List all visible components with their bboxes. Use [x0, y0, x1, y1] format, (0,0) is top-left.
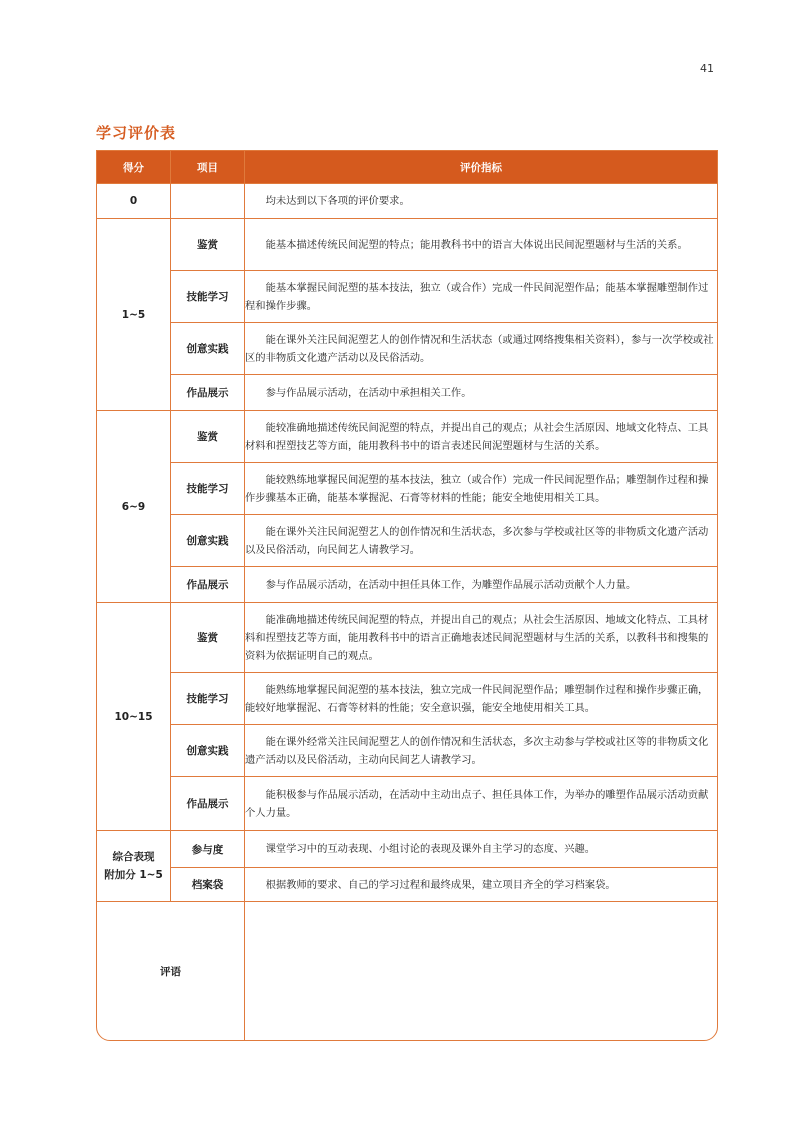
- header-item: 项目: [171, 151, 245, 184]
- table-row: [97, 902, 717, 1040]
- item-cell: 创意实践: [171, 725, 245, 777]
- item-cell: 技能学习: [171, 463, 245, 515]
- item-cell: 作品展示: [171, 777, 245, 831]
- header-criteria: 评价指标: [245, 151, 717, 184]
- table-row: [97, 219, 717, 271]
- criteria-cell: 能准确地描述传统民间泥塑的特点，并提出自己的观点；从社会生活原因、地域文化特点、工具材料和捏塑技艺等方面，能用教科书中的语言正确地表述民间泥塑题材与生活的关系，以教科书和搜集的资料为依据证明自己的观点。: [245, 603, 717, 673]
- table-row: [97, 868, 717, 902]
- table-row: [97, 411, 717, 463]
- criteria-cell: 能积极参与作品展示活动，在活动中主动出点子、担任具体工作，为举办的雕塑作品展示活动贡献个人力量。: [245, 777, 717, 831]
- score-cell: 综合表现 附加分 1~5: [97, 831, 171, 902]
- criteria-cell: 参与作品展示活动，在活动中承担相关工作。: [245, 375, 717, 411]
- table-row: [97, 375, 717, 411]
- criteria-cell: 能基本掌握民间泥塑的基本技法，独立（或合作）完成一件民间泥塑作品；能基本掌握雕塑制作过程和操作步骤。: [245, 271, 717, 323]
- criteria-cell: 能在课外关注民间泥塑艺人的创作情况和生活状态（或通过网络搜集相关资料），参与一次学校或社区的非物质文化遗产活动以及民俗活动。: [245, 323, 717, 375]
- score-cell: 0: [97, 184, 171, 219]
- criteria-cell: 课堂学习中的互动表现、小组讨论的表现及课外自主学习的态度、兴趣。: [245, 831, 717, 868]
- criteria-cell: 能在课外经常关注民间泥塑艺人的创作情况和生活状态，多次主动参与学校或社区等的非物质文化遗产活动以及民俗活动，主动向民间艺人请教学习。: [245, 725, 717, 777]
- evaluation-table: [96, 150, 718, 1041]
- header-score: 得分: [97, 151, 171, 184]
- table-row: [97, 673, 717, 725]
- table-row: [97, 184, 717, 219]
- comment-label: 评语: [97, 902, 245, 1040]
- table-row: [97, 567, 717, 603]
- score-cell: 10~15: [97, 603, 171, 831]
- criteria-cell: 能较熟练地掌握民间泥塑的基本技法，独立（或合作）完成一件民间泥塑作品；雕塑制作过程和操作步骤基本正确，能基本掌握泥、石膏等材料的性能；能安全地使用相关工具。: [245, 463, 717, 515]
- criteria-cell: 能较准确地描述传统民间泥塑的特点，并提出自己的观点；从社会生活原因、地域文化特点、工具材料和捏塑技艺等方面，能用教科书中的语言表述民间泥塑题材与生活的关系。: [245, 411, 717, 463]
- comment-area[interactable]: [245, 902, 717, 1040]
- criteria-cell: 能在课外关注民间泥塑艺人的创作情况和生活状态，多次参与学校或社区等的非物质文化遗产活动以及民俗活动，向民间艺人请教学习。: [245, 515, 717, 567]
- item-cell: 档案袋: [171, 868, 245, 902]
- table-row: [97, 603, 717, 673]
- table-row: [97, 725, 717, 777]
- item-cell: 鉴赏: [171, 603, 245, 673]
- item-cell: 参与度: [171, 831, 245, 868]
- item-cell: 创意实践: [171, 323, 245, 375]
- item-cell: 鉴赏: [171, 411, 245, 463]
- table-header-row: [97, 151, 717, 184]
- item-cell: 作品展示: [171, 375, 245, 411]
- table-row: [97, 831, 717, 868]
- table-row: [97, 463, 717, 515]
- score-cell: 6~9: [97, 411, 171, 603]
- criteria-cell: 能熟练地掌握民间泥塑的基本技法，独立完成一件民间泥塑作品；雕塑制作过程和操作步骤正确，能较好地掌握泥、石膏等材料的性能；安全意识强，能安全地使用相关工具。: [245, 673, 717, 725]
- table-row: [97, 323, 717, 375]
- table-row: [97, 777, 717, 831]
- page-title: 学习评价表: [96, 124, 177, 142]
- criteria-cell: 能基本描述传统民间泥塑的特点；能用教科书中的语言大体说出民间泥塑题材与生活的关系。: [245, 219, 717, 271]
- item-cell: 技能学习: [171, 271, 245, 323]
- item-cell: 创意实践: [171, 515, 245, 567]
- table-row: [97, 271, 717, 323]
- item-cell: 作品展示: [171, 567, 245, 603]
- score-cell: 1~5: [97, 219, 171, 411]
- criteria-cell: 均未达到以下各项的评价要求。: [245, 184, 717, 219]
- criteria-cell: 根据教师的要求、自己的学习过程和最终成果，建立项目齐全的学习档案袋。: [245, 868, 717, 902]
- item-cell: 鉴赏: [171, 219, 245, 271]
- criteria-cell: 参与作品展示活动，在活动中担任具体工作，为雕塑作品展示活动贡献个人力量。: [245, 567, 717, 603]
- table-row: [97, 515, 717, 567]
- item-cell: [171, 184, 245, 219]
- page-number: 41: [700, 62, 714, 75]
- item-cell: 技能学习: [171, 673, 245, 725]
